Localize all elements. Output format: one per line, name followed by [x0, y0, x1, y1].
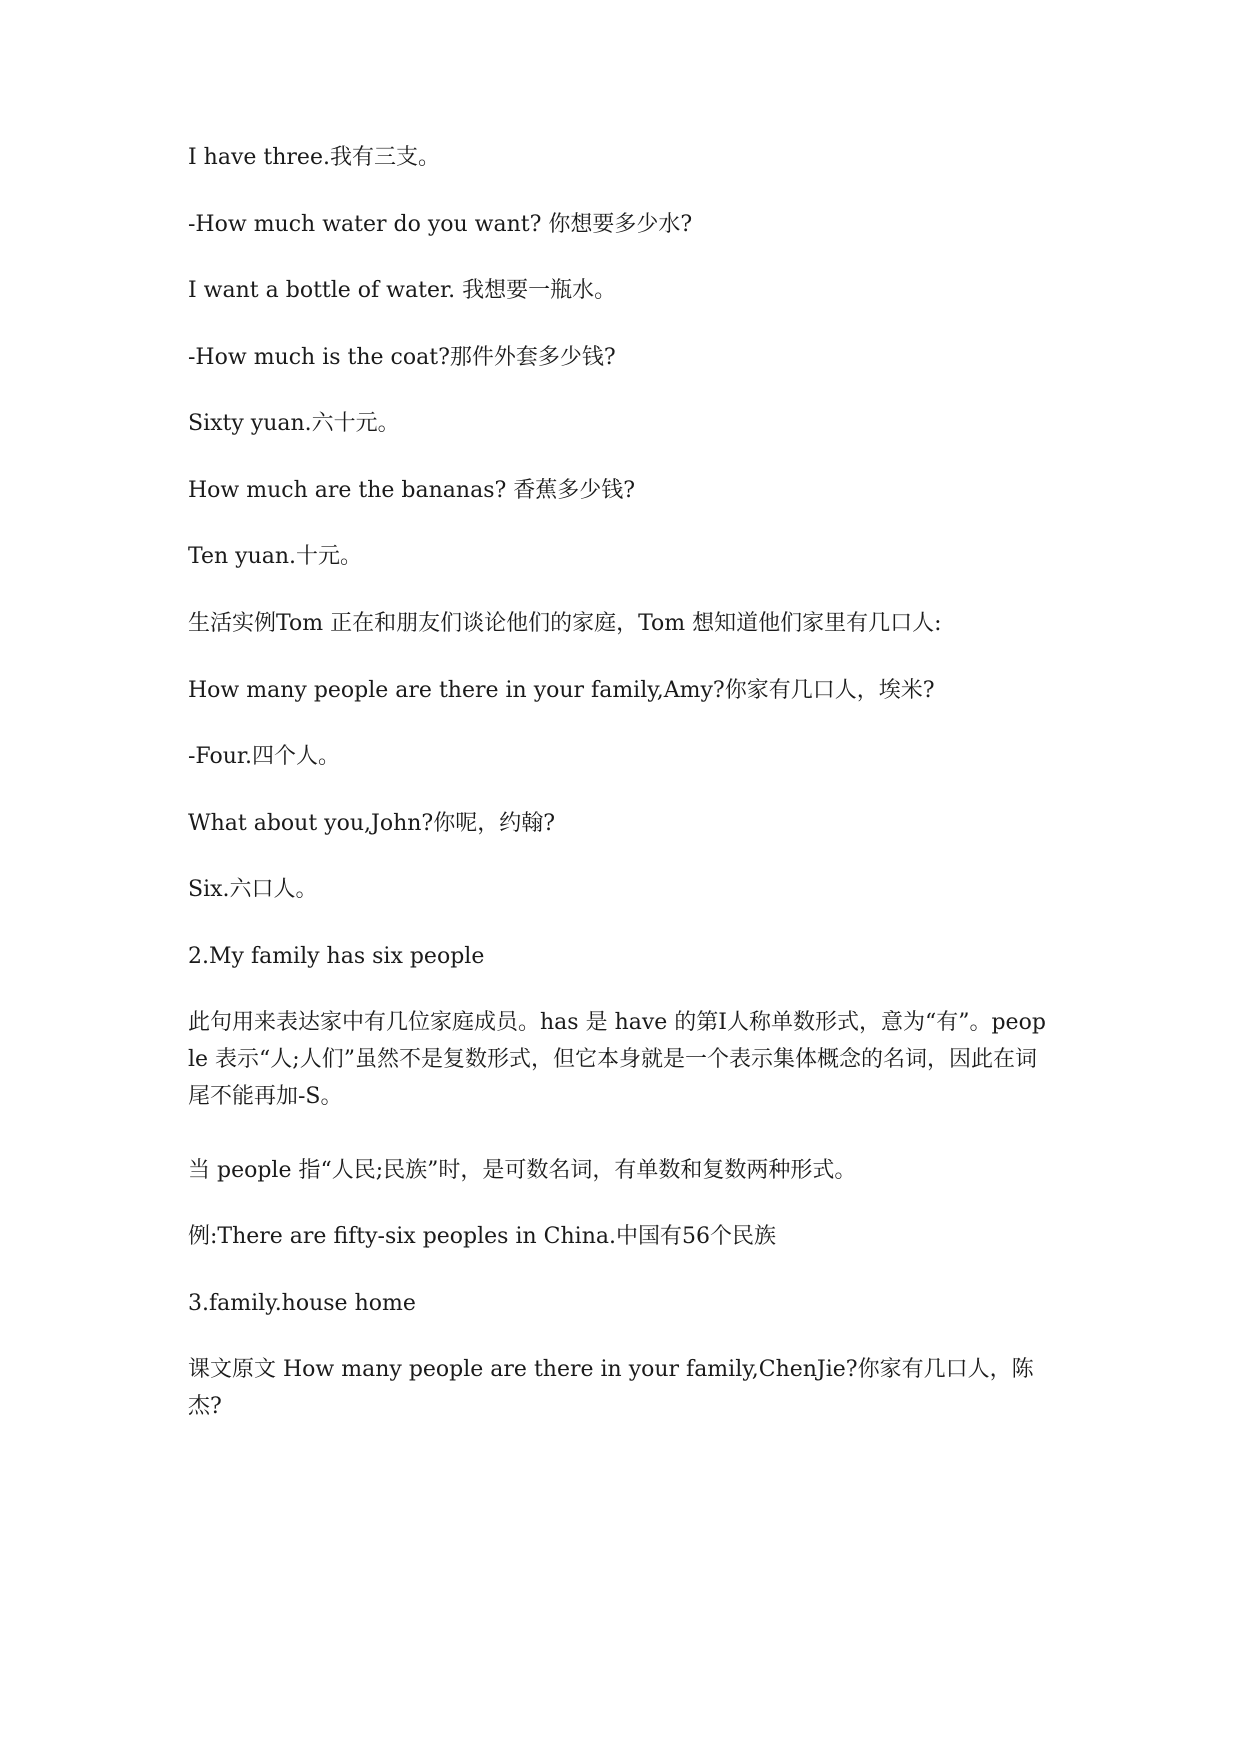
paragraph-12: Six.六口人。	[188, 877, 318, 902]
paragraph-2: -How much water do you want? 你想要多少水?	[188, 212, 693, 237]
paragraph-3: I want a bottle of water. 我想要一瓶水。	[188, 278, 617, 303]
paragraph-10: -Four.四个人。	[188, 744, 341, 769]
paragraph-16: 例:There are fifty-six peoples in China.中国有56个民族	[188, 1224, 776, 1249]
paragraph-9: How many people are there in your family,Amy?你家有几口人，埃米?	[188, 678, 935, 703]
paragraph-14: 此句用来表达家中有几位家庭成员。has 是 have 的第Ⅰ人称单数形式，意为“有”。people 表示“人;人们”虽然不是复数形式，但它本身就是一个表示集体概念的名词，因此在词尾不能再加-S。	[188, 1010, 1046, 1109]
paragraph-13: 2.My family has six people	[188, 944, 485, 969]
paragraph-1: I have three.我有三支。	[188, 145, 440, 170]
paragraph-4: -How much is the coat?那件外套多少钱?	[188, 345, 616, 370]
paragraph-8: 生活实例Tom 正在和朋友们谈论他们的家庭，Tom 想知道他们家里有几口人:	[188, 611, 942, 636]
paragraph-7: Ten yuan.十元。	[188, 544, 363, 569]
paragraph-6: How much are the bananas? 香蕉多少钱?	[188, 478, 636, 503]
paragraph-18: 课文原文 How many people are there in your family,ChenJie?你家有几口人，陈杰?	[188, 1357, 1034, 1419]
paragraph-5: Sixty yuan.六十元。	[188, 411, 400, 436]
paragraph-17: 3.family.house home	[188, 1291, 416, 1316]
paragraph-11: What about you,John?你呢，约翰?	[188, 811, 556, 836]
paragraph-15: 当 people 指“人民;民族”时，是可数名词，有单数和复数两种形式。	[188, 1158, 857, 1183]
